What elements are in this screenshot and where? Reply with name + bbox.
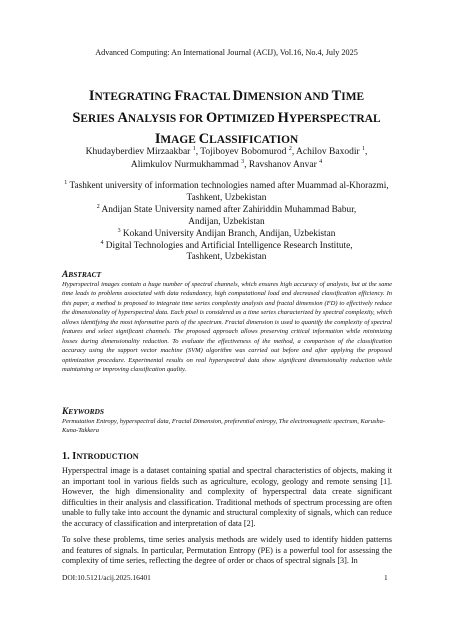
- title-line-2: SERIES ANALYSIS FOR OPTIMIZED HYPERSPECTRAL: [72, 109, 381, 126]
- affiliation-list: [40, 181, 413, 264]
- title-line-3: IMAGE CLASSIFICATION: [154, 131, 299, 147]
- affiliation-4-city: Tashkent, Uzbekistan: [186, 252, 267, 263]
- affiliation-4: $^4$ Digital Technologies and Artificial Intelligence Research Institute,: [100, 239, 353, 251]
- keywords-text: Permutation Entropy, hyperspectral data, Fractal Dimension, preferential entropy, The electromagnetic spectrum, Karusha-Kuna-Takkera: [62, 418, 386, 435]
- page-number: 1: [384, 573, 388, 582]
- doi-footer: DOI:10.5121/acij.2025.16401: [62, 573, 151, 582]
- author-line-1: Khudayberdiev Mirzaakbar $^1$, Tojiboyev Bobomurod $^2$, Achilov Baxodir $^1$,: [85, 146, 368, 157]
- paper-title: [40, 86, 413, 151]
- affiliation-3: $^3$ Kokand University Andijan Branch, Andijan, Uzbekistan: [117, 227, 336, 239]
- introduction-heading: 1. INTRODUCTION: [62, 451, 139, 462]
- keywords-heading: KEYWORDS: [62, 407, 104, 417]
- author-line-2: Alimkulov Nurmukhammad $^3$, Ravshanov Anvar $^4$: [130, 158, 323, 170]
- affiliation-2-city: Andijan, Uzbekistan: [188, 216, 265, 227]
- title-line-1: INTEGRATING FRACTAL DIMENSION AND TIME: [88, 88, 365, 104]
- affiliation-1: $^1$ Tashkent university of information technologies named after Muammad al-Khorazmi,: [64, 180, 389, 191]
- introduction-paragraph-1: Hyperspectral image is a dataset containing spatial and spectral characteristics of objects, making it an important tool in various fields such as agriculture, ecology, geology and remote sensing [1]. However, the high dimensionality and complexity of hyperspectral data create significant difficulties in their analysis and classification. Traditional methods of spectrum processing are often unable to fully take into account the dynamic and structural complexity of signals, which can reduce the accuracy of classification and interpretation of data [2].: [62, 466, 392, 528]
- introduction-paragraph-2: To solve these problems, time series analysis methods are widely used to identify hidden patterns and features of signals. In particular, Permutation Entropy (PE) is a powerful tool for assessing the complexity of time series, reflecting the degree of order or chaos of spectral signals [3]. In: [62, 535, 392, 566]
- abstract-heading: ABSTRACT: [62, 270, 102, 280]
- affiliation-1-city: Tashkent, Uzbekistan: [186, 192, 267, 203]
- author-list: [40, 146, 413, 171]
- journal-header: Advanced Computing: An International Journal (ACIJ), Vol.16, No.4, July 2025: [95, 48, 358, 57]
- affiliation-2: $^2$ Andijan State University named after Zahiriddin Muhammad Babur,: [96, 203, 357, 215]
- abstract-text: Hyperspectral images contain a huge number of spectral channels, which ensures high accuracy of analysis, but at the same time leads to problems associated with data redundancy, high computational load and decreased classification efficiency. In this paper, a method is proposed to integrate time series complexity analysis and fractal dimension (FD) to effectively reduce the dimensionality of hyperspectral data. Each pixel is considered as a time series characterized by spectral complexity, which allows identifying the most informative parts of the spectrum. Fractal dimension is used to quantify the complexity of spectral features and select significant channels. The proposed approach allows preserving critical information while minimizing losses during dimensionality reduction. To evaluate the effectiveness of the method, a comparison of the classification accuracy using the support vector machine (SVM) algorithm was carried out before and after applying the proposed optimization procedure. Experimental results on real hyperspectral data show significant dimensionality reduction while maintaining or improving classification quality.: [62, 281, 392, 374]
